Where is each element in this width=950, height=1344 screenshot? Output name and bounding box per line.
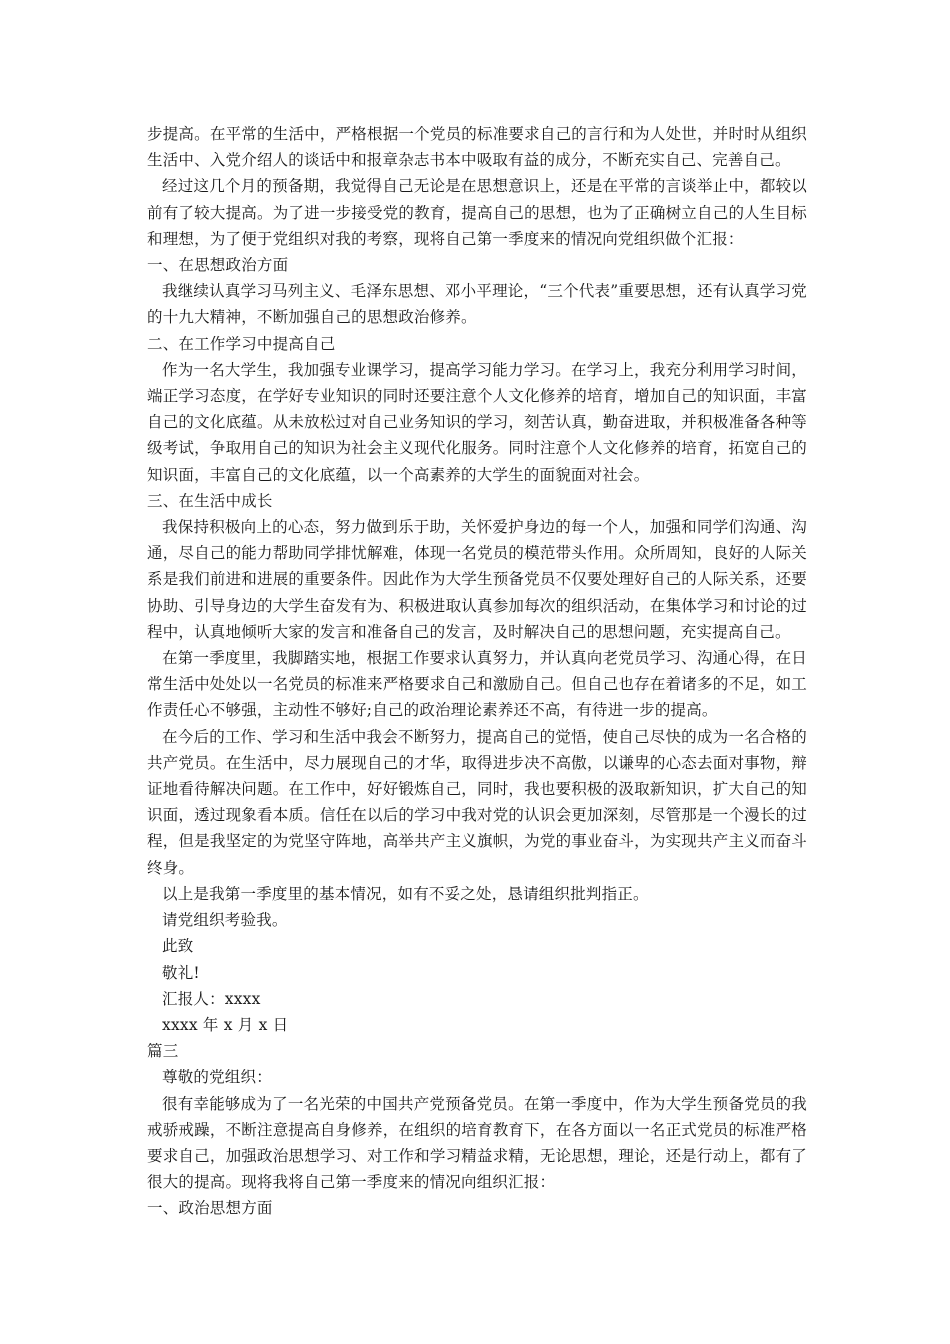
section-heading: 一、在思想政治方面 <box>147 256 289 275</box>
paragraph: 请党组织考验我。 <box>162 911 288 930</box>
paragraph: 很有幸能够成为了一名光荣的中国共产党预备党员。在第一季度中，作为大学生预备党员的我戒骄戒躁，不断注意提高自身修养，在组织的培育教育下，在各方面以一名正式党员的标准严格要求自己，加强政治思想学习、对工作和学习精益求精，无论思想，理论，还是行动上，都有了很大的提高。现将我将自己第一季度来的情况向组织汇报： <box>147 1094 807 1192</box>
section-heading: 三、在生活中成长 <box>147 491 273 510</box>
section-heading: 二、在工作学习中提高自己 <box>147 334 336 353</box>
paragraph: 经过这几个月的预备期，我觉得自己无论是在思想意识上，还是在平常的言谈举止中，都较以前有了较大提高。为了进一步接受党的教育，提高自己的思想，也为了正确树立自己的人生目标和理想，为了便于党组织对我的考察，现将自己第一季度来的情况向党组织做个汇报： <box>147 177 807 248</box>
paragraph: 在第一季度里，我脚踏实地，根据工作要求认真努力，并认真向老党员学习、沟通心得，在日常生活中处处以一名党员的标准来严格要求自己和激励自己。但自己也存在着诸多的不足，如工作责任心不够强，主动性不够好;自己的政治理论素养还不高，有待进一步的提高。 <box>147 649 807 720</box>
paragraph: 以上是我第一季度里的基本情况，如有不妥之处，恳请组织批判指正。 <box>162 884 649 903</box>
paragraph: 我保持积极向上的心态，努力做到乐于助，关怀爱护身边的每一个人，加强和同学们沟通、沟通，尽自己的能力帮助同学排忧解难，体现一名党员的模范带头作用。众所周知，良好的人际关系是我们前进和进展的重要条件。因此作为大学生预备党员不仅要处理好自己的人际关系，还要协助、引导身边的大学生奋发有为、积极进取认真参加每次的组织活动，在集体学习和讨论的过程中，认真地倾听大家的发言和准备自己的发言，及时解决自己的思想问题，充实提高自己。 <box>147 518 807 641</box>
paragraph: 我继续认真学习马列主义、毛泽东思想、邓小平理论，“三个代表”重要思想，还有认真学习党的十九大精神，不断加强自己的思想政治修养。 <box>147 282 807 327</box>
paragraph: 在今后的工作、学习和生活中我会不断努力，提高自己的觉悟，使自己尽快的成为一名合格的共产党员。在生活中，尽力展现自己的才华，取得进步决不高傲，以谦卑的心态去面对事物，辩证地看待解决问题。在工作中，好好锻炼自己，同时，我也要积极的汲取新知识，扩大自己的知识面，透过现象看本质。信任在以后的学习中我对党的认识会更加深刻，尽管那是一个漫长的过程，但是我坚定的为党坚守阵地，高举共产主义旗帜，为党的事业奋斗，为实现共产主义而奋斗终身。 <box>147 727 807 877</box>
salutation: 尊敬的党组织： <box>162 1068 272 1087</box>
document-page <box>147 121 807 1222</box>
paragraph: 步提高。在平常的生活中，严格根据一个党员的标准要求自己的言行和为人处世，并时时从组织生活中、入党介绍人的谈话中和报章杂志书本中吸取有益的成分，不断充实自己、完善自己。 <box>147 125 807 170</box>
paragraph: 作为一名大学生，我加强专业课学习，提高学习能力学习。在学习上，我充分利用学习时间，端正学习态度，在学好专业知识的同时还要注意个人文化修养的培育，增加自己的知识面，丰富自己的文化底蕴。从未放松过对自己业务知识的学习，刻苦认真，勤奋进取，并积极准备各种等级考试，争取用自己的知识为社会主义现代化服务。同时注意个人文化修养的培育，拓宽自己的知识面，丰富自己的文化底蕴，以一个高素养的大学生的面貌面对社会。 <box>147 360 807 484</box>
section-heading: 一、政治思想方面 <box>147 1199 273 1218</box>
closing-line: 敬礼! <box>162 963 200 982</box>
section-heading: 篇三 <box>147 1042 179 1061</box>
closing-line: 此致 <box>162 937 194 956</box>
date-line: xxxx 年 x 月 x 日 <box>162 1015 289 1034</box>
reporter-line: 汇报人：xxxx <box>162 989 261 1008</box>
